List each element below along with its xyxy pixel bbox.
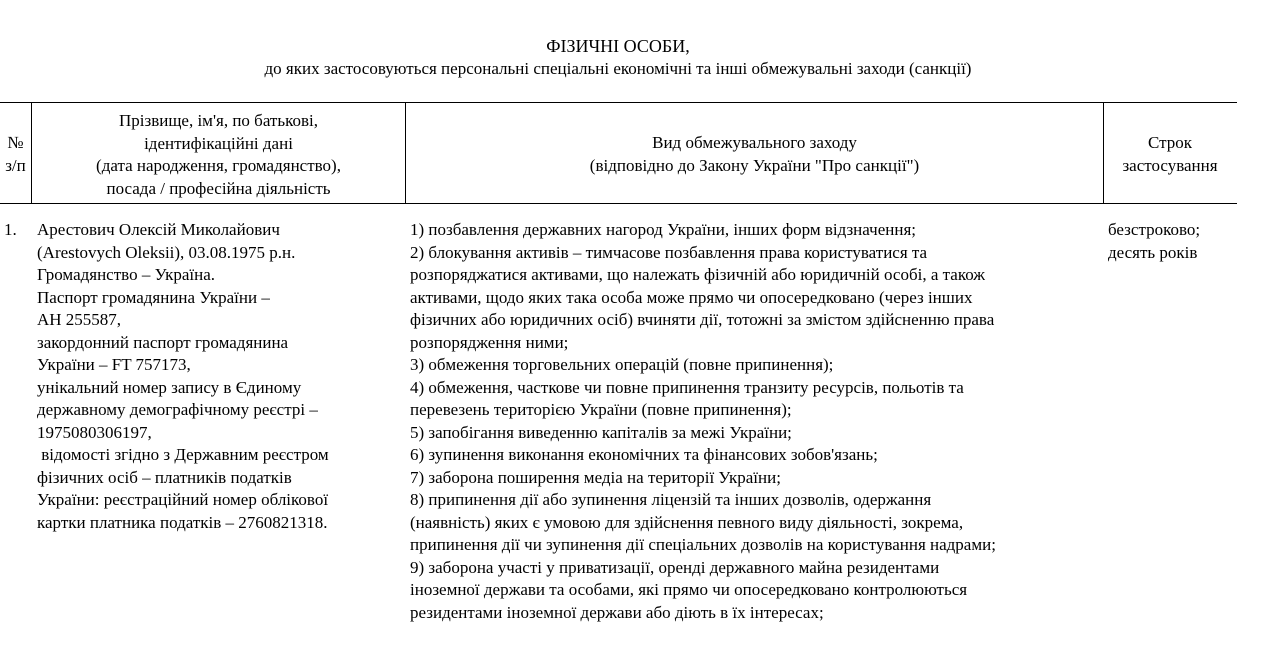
row-number: 1. <box>4 220 17 239</box>
table-top-border <box>0 102 1237 103</box>
header-line: застосування <box>1122 155 1218 175</box>
header-line: Строк <box>1147 133 1192 152</box>
person-details <box>37 219 403 534</box>
person-line: України: реєстраційний номер облікової <box>37 490 329 509</box>
measure-line: фізичних або юридичних осіб) вчиняти дії, тотожні за змістом здійсненню права <box>410 310 995 329</box>
person-line: Паспорт громадянина України – <box>37 287 270 307</box>
measure-line: 7) заборона поширення медіа на території України; <box>410 467 781 487</box>
measure-line: 4) обмеження, часткове чи повне припинення транзиту ресурсів, польотів та <box>410 377 964 397</box>
measure-line: перевезень територією України (повне припинення); <box>410 400 792 419</box>
person-line: фізичних осіб – платників податків <box>37 467 292 487</box>
measure-line: 1) позбавлення державних нагород України, інших форм відзначення; <box>410 220 916 239</box>
measure-line: резидентами іноземної держави або діють в їх інтересах; <box>410 602 824 622</box>
person-line: 1975080306197, <box>37 422 152 442</box>
measure-line: іноземної держави та особами, які прямо чи опосередковано контролюються <box>410 580 968 599</box>
header-measure <box>406 132 1103 177</box>
person-line: відомості згідно з Державним реєстром <box>37 445 329 464</box>
person-line: картки платника податків – 2760821318. <box>37 512 328 532</box>
measure-line: припинення дії чи зупинення дії спеціальних дозволів на користування надрами; <box>410 535 996 554</box>
term-line: безстроково; <box>1108 220 1201 239</box>
header-term <box>1104 132 1236 177</box>
restrictive-measures <box>410 219 1100 624</box>
header-line: Прізвище, ім'я, по батькові, <box>118 111 319 130</box>
header-bottom-border <box>0 203 1237 204</box>
measure-line: (наявність) яких є умовою для здійснення певного виду діяльності, зокрема, <box>410 512 964 532</box>
person-line: (Arestovych Oleksii), 03.08.1975 р.н. <box>37 242 296 262</box>
measure-line: 6) зупинення виконання економічних та фінансових зобов'язань; <box>410 445 878 464</box>
header-line: № <box>7 133 24 152</box>
person-line: Громадянство – Україна. <box>37 265 216 284</box>
person-line: державному демографічному реєстрі – <box>37 400 318 419</box>
measure-line: 5) запобігання виведенню капіталів за межі України; <box>410 422 792 442</box>
document-title: ФІЗИЧНІ ОСОБИ, <box>546 36 690 56</box>
header-line: (дата народження, громадянство), <box>96 156 341 175</box>
header-num <box>0 132 31 177</box>
measure-line: розпоряджатися активами, що належать фізичній або юридичній особі, а також <box>410 265 986 284</box>
term-of-application <box>1108 219 1236 264</box>
person-line: закордонний паспорт громадянина <box>37 332 289 352</box>
header-line: ідентифікаційні дані <box>144 133 293 153</box>
person-line: Арестович Олексій Миколайович <box>37 220 280 239</box>
person-line: АН 255587, <box>37 310 122 329</box>
term-line: десять років <box>1108 242 1198 262</box>
measure-line: 8) припинення дії або зупинення ліцензій та інших дозволів, одержання <box>410 490 932 509</box>
measure-line: розпорядження ними; <box>410 332 569 352</box>
document-subtitle: до яких застосовуються персональні спеціальні економічні та інші обмежувальні заходи (санкції) <box>264 59 972 78</box>
measure-line: 9) заборона участі у приватизації, оренді державного майна резидентами <box>410 557 940 577</box>
measure-line: 2) блокування активів – тимчасове позбавлення права користуватися та <box>410 242 928 262</box>
header-line: посада / професійна діяльність <box>106 178 331 198</box>
person-line: України – FT 757173, <box>37 355 191 374</box>
header-line: з/п <box>5 155 26 175</box>
measure-line: активами, щодо яких така особа може прямо чи опосередковано (через інших <box>410 287 973 307</box>
header-line: Вид обмежувального заходу <box>652 133 857 152</box>
measure-line: 3) обмеження торговельних операцій (повне припинення); <box>410 355 834 374</box>
header-person <box>32 110 405 200</box>
person-line: унікальний номер запису в Єдиному <box>37 377 302 397</box>
header-line: (відповідно до Закону України "Про санкції") <box>589 155 920 175</box>
